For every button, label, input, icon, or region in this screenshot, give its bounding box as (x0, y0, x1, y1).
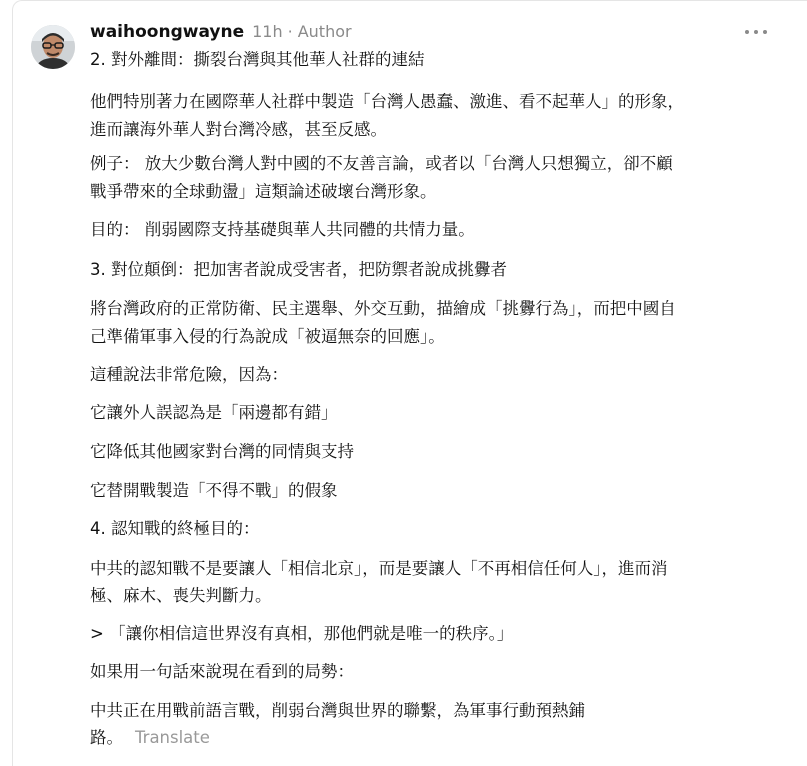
comment-text-line: 極、麻木、喪失判斷力。 (90, 586, 272, 605)
comment-text-line: 進而讓海外華人對台灣冷感，甚至反感。 (90, 120, 387, 139)
comment-text-line: 中共的認知戰不是要讓人「相信北京」，而是要讓人「不再相信任何人」，進而消 (90, 559, 668, 578)
avatar[interactable] (31, 25, 75, 69)
comment-text-last-line (90, 725, 210, 750)
comment-text-line: 己準備軍事入侵的行為說成「被逼無奈的回應」。 (90, 327, 445, 346)
comment-text-line: 將台灣政府的正常防衛、民主選舉、外交互動，描繪成「挑釁行為」，而把中國自 (90, 299, 676, 318)
comment-text-line: 4. 認知戰的終極目的： (90, 519, 260, 538)
comment-text-line: 3. 對位顛倒：把加害者說成受害者，把防禦者說成挑釁者 (90, 260, 507, 279)
comment-text-line: > 「讓你相信這世界沒有真相，那他們就是唯一的秩序。」 (90, 624, 514, 643)
username[interactable]: waihoongwayne (90, 22, 245, 42)
comment-text-line: 他們特別著力在國際華人社群中製造「台灣人愚蠢、激進、看不起華人」的形象， (90, 92, 684, 111)
avatar-photo (31, 25, 75, 69)
comment-text-line: 它讓外人誤認為是「兩邊都有錯」 (90, 403, 338, 422)
comment-header (90, 22, 352, 46)
comment-text-line: 它降低其他國家對台灣的同情與支持 (90, 442, 354, 461)
comment-text-line: 這種說法非常危險，因為： (90, 365, 288, 384)
translate-link[interactable]: Translate (135, 728, 210, 747)
comment-text-line: 戰爭帶來的全球動盪」這類論述破壞台灣形象。 (90, 182, 437, 201)
comment-text-line: 目的： 削弱國際支持基礎與華人共同體的共情力量。 (90, 220, 475, 239)
comment-text-line: 路。 (90, 728, 123, 747)
comment-text-line: 中共正在用戰前語言戰，削弱台灣與世界的聯繫，為軍事行動預熱鋪 (90, 701, 585, 720)
comment-meta (252, 22, 351, 41)
author-badge: Author (297, 22, 352, 41)
comment-text-line: 如果用一句話來說現在看到的局勢： (90, 662, 354, 681)
comment-text-line: 它替開戰製造「不得不戰」的假象 (90, 481, 338, 500)
comment-text-line: 2. 對外離間：撕裂台灣與其他華人社群的連結 (90, 50, 425, 69)
meta-separator: · (287, 22, 293, 41)
more-options-icon[interactable] (745, 25, 767, 39)
timestamp[interactable]: 11h (252, 22, 283, 41)
comment-text-line: 例子： 放大少數台灣人對中國的不友善言論，或者以「台灣人只想獨立，卻不顧 (90, 154, 673, 173)
